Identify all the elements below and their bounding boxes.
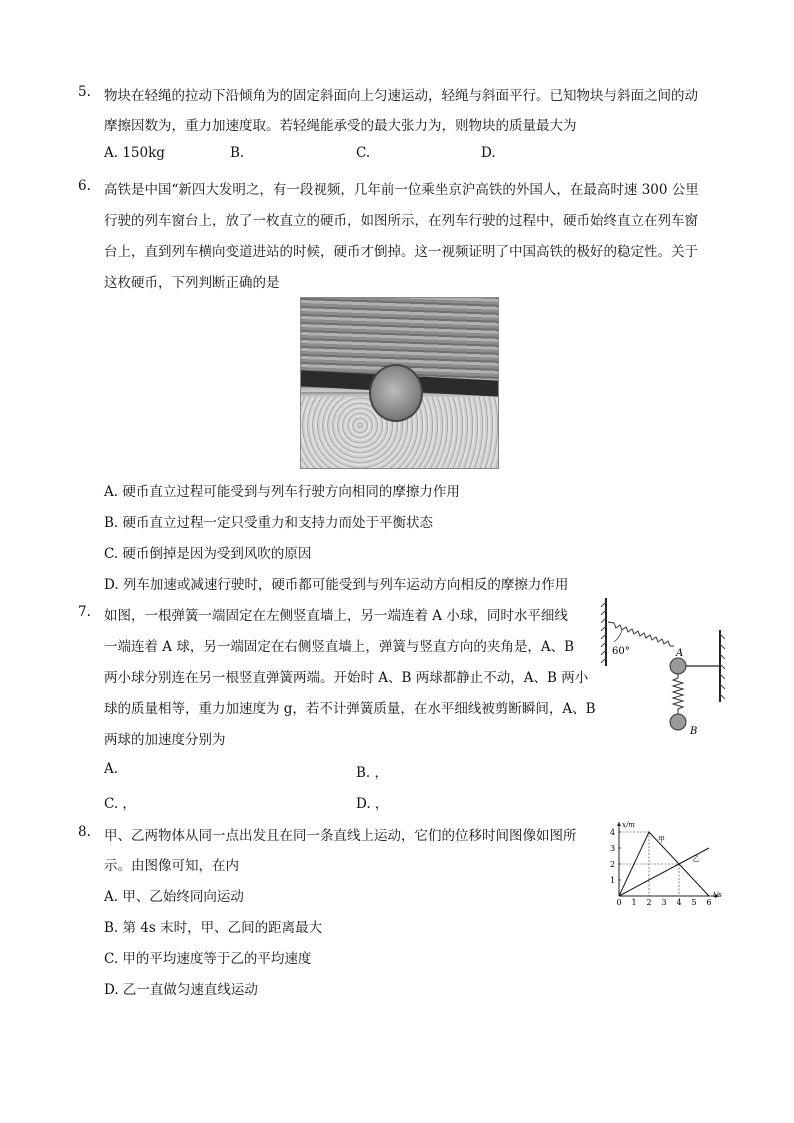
q5-option-b: B.: [230, 145, 245, 161]
x-tick-label: 4: [676, 898, 682, 907]
q7-text-line2: 一端连着 A 球，另一端固定在右侧竖直墙上，弹簧与竖直方向的夹角是，A、B: [104, 639, 575, 655]
series-label-jia: 甲: [658, 835, 665, 844]
q8-option-d: D. 乙一直做匀速直线运动: [104, 982, 258, 998]
q8-option-c: C. 甲的平均速度等于乙的平均速度: [104, 951, 312, 967]
q7-number: 7.: [78, 604, 91, 620]
q5-option-c: C.: [356, 145, 371, 161]
q7-option-c: C. ，: [104, 796, 136, 812]
x-axis-label: t/s: [713, 891, 722, 899]
q5-option-a: A. 150kg: [104, 145, 165, 161]
q6-option-b: B. 硬币直立过程一定只受重力和支持力而处于平衡状态: [104, 515, 434, 531]
q7-option-b: B. ，: [356, 765, 389, 781]
q7-text-line5: 两球的加速度分别为: [104, 732, 226, 748]
y-axis-arrow: [617, 822, 621, 826]
angle-label: 60°: [612, 646, 630, 657]
ball-a: [670, 658, 686, 674]
q8-option-a: A. 甲、乙始终同向运动: [104, 889, 244, 905]
q7-text-line3: 两小球分别连在另一根竖直弹簧两端。开始时 A、B 两球都静止不动，A、B 两小: [104, 670, 589, 686]
x-tick-label: 3: [661, 898, 667, 907]
q6-option-a: A. 硬币直立过程可能受到与列车行驶方向相同的摩擦力作用: [104, 484, 460, 500]
position-time-chart: [606, 812, 726, 908]
q7-option-d: D. ，: [356, 796, 389, 812]
q8-text-line2: 示。由图像可知，在内: [104, 858, 239, 874]
q7-text-line1: 如图，一根弹簧一端固定在左侧竖直墙上，另一端连着 A 小球，同时水平细线: [104, 608, 568, 624]
q7-option-a: A.: [104, 761, 119, 777]
q6-option-c: C. 硬币倒掉是因为受到风吹的原因: [104, 546, 312, 562]
q7-text-line4: 球的质量相等，重力加速度为 g，若不计弹簧质量，在水平细线被剪断瞬间，A、B: [104, 701, 596, 717]
q5-option-d: D.: [481, 145, 496, 161]
x-tick-label: 2: [646, 898, 652, 907]
y-tick-label: 1: [610, 876, 616, 885]
q6-text-line1: 高铁是中国“新四大发明之，有一段视频，几年前一位乘坐京沪高铁的外国人，在最高时速 300 公里: [104, 182, 699, 198]
q6-text-line4: 这枚硬币，下列判断正确的是: [104, 275, 280, 291]
x-tick-label: 0: [616, 898, 622, 907]
series-label-yi: 乙: [692, 854, 700, 863]
ball-b-label: B: [690, 726, 698, 737]
x-tick-label: 1: [631, 898, 637, 907]
q8-number: 8.: [78, 824, 91, 840]
vertical-spring: [673, 674, 683, 714]
q6-option-d: D. 列车加速或减速行驶时，硬币都可能受到与列车运动方向相反的摩擦力作用: [104, 577, 569, 593]
q8-option-b: B. 第 4s 末时，甲、乙间的距离最大: [104, 920, 323, 936]
q5-text-line2: 摩擦因数为，重力加速度取。若轻绳能承受的最大张力为，则物块的质量最大为: [104, 118, 577, 134]
x-tick-label: 5: [691, 898, 697, 907]
coin-image: [369, 364, 423, 422]
angle-arc: [614, 630, 622, 642]
y-tick-label: 4: [610, 828, 616, 837]
ball-b: [670, 714, 686, 730]
q5-text-line1: 物块在轻绳的拉动下沿倾角为的固定斜面向上匀速运动，轻绳与斜面平行。已知物块与斜面之间的动: [104, 88, 698, 104]
y-tick-label: 2: [610, 860, 616, 869]
ball-a-label: A: [676, 648, 684, 659]
q8-text-line1: 甲、乙两物体从同一点出发且在同一条直线上运动，它们的位移时间图像如图所: [104, 828, 577, 844]
coin-on-window-photo: [300, 297, 499, 469]
spring-ball-diagram: [600, 592, 730, 742]
y-axis-label: x/m: [622, 821, 635, 829]
x-tick-label: 6: [706, 898, 712, 907]
q5-number: 5.: [78, 84, 91, 100]
diagonal-spring: [608, 622, 674, 646]
q6-text-line3: 台上，直到列车横向变道进站的时候，硬币才倒掉。这一视频证明了中国高铁的极好的稳定性。关于: [104, 244, 698, 260]
q6-text-line2: 行驶的列车窗台上，放了一枚直立的硬币，如图所示，在列车行驶的过程中，硬币始终直立在列车窗: [104, 213, 698, 229]
y-tick-label: 3: [610, 844, 616, 853]
q6-number: 6.: [78, 178, 91, 194]
